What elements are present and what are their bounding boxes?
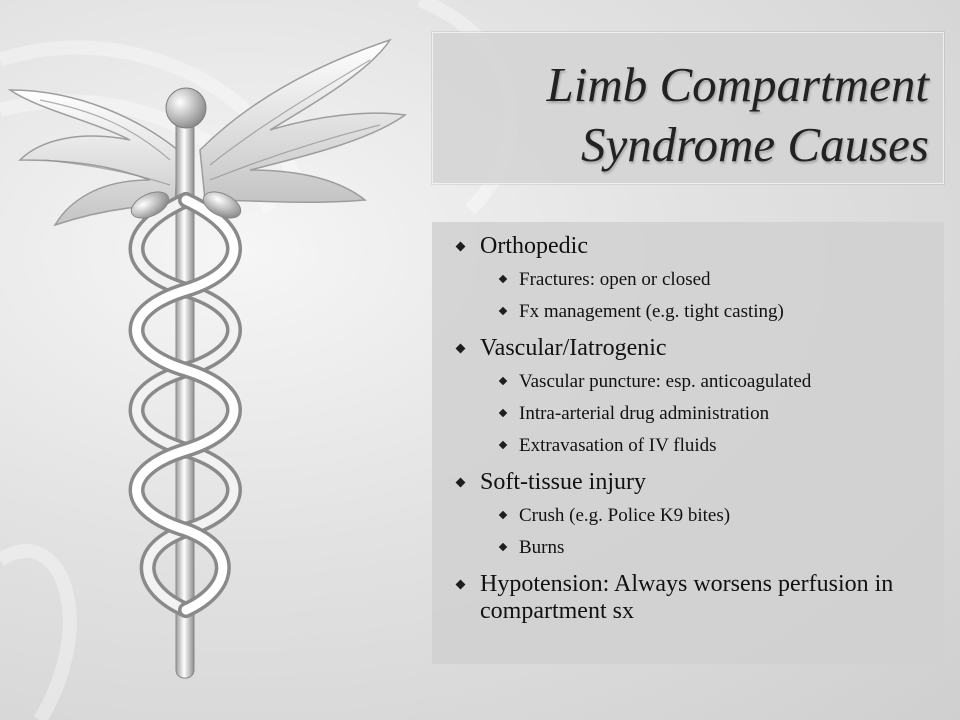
sub-bullet-text: Burns: [519, 537, 565, 558]
title-panel: [432, 32, 944, 184]
sub-bullet-item: [480, 500, 938, 532]
diamond-bullet-icon: [499, 275, 507, 283]
diamond-bullet-icon: [456, 478, 466, 488]
sub-bullet-item: [480, 430, 938, 462]
diamond-bullet-icon: [499, 377, 507, 385]
sub-bullet-item: [480, 532, 938, 564]
diamond-bullet-icon: [499, 441, 507, 449]
sub-bullet-item: [480, 264, 938, 296]
sub-bullet-text: Fx management (e.g. tight casting): [519, 301, 784, 322]
sub-bullet-item: [480, 296, 938, 328]
diamond-bullet-icon: [456, 344, 466, 354]
diamond-bullet-icon: [499, 543, 507, 551]
sub-bullet-item: [480, 366, 938, 398]
bullet-list: [448, 230, 938, 629]
sub-bullet-text: Intra-arterial drug administration: [519, 403, 770, 424]
bullet-text: Vascular/Iatrogenic: [480, 335, 667, 361]
sub-bullet-list: [480, 264, 938, 328]
sub-bullet-list: [480, 366, 938, 462]
sub-bullet-text: Extravasation of IV fluids: [519, 435, 717, 456]
bullet-item: [448, 568, 938, 625]
sub-bullet-item: [480, 398, 938, 430]
bullet-item: [448, 332, 938, 462]
diamond-bullet-icon: [499, 409, 507, 417]
sub-bullet-list: [480, 500, 938, 564]
bullet-item: [448, 230, 938, 328]
sub-bullet-text: Fractures: open or closed: [519, 269, 711, 290]
diamond-bullet-icon: [499, 307, 507, 315]
bullet-text: Orthopedic: [480, 233, 588, 259]
bullet-item: [448, 466, 938, 564]
title-line-2: Syndrome Causes: [581, 117, 929, 172]
diamond-bullet-icon: [456, 580, 466, 590]
diamond-bullet-icon: [456, 242, 466, 252]
bullet-text: Hypotension: Always worsens perfusion in compartment sx: [480, 571, 894, 624]
title-line-1: Limb Compartment: [546, 57, 929, 112]
content-panel: [432, 222, 944, 664]
sub-bullet-text: Vascular puncture: esp. anticoagulated: [519, 371, 812, 392]
diamond-bullet-icon: [499, 511, 507, 519]
slide-title: [546, 55, 929, 175]
sub-bullet-text: Crush (e.g. Police K9 bites): [519, 505, 731, 526]
bullet-text: Soft-tissue injury: [480, 469, 646, 495]
